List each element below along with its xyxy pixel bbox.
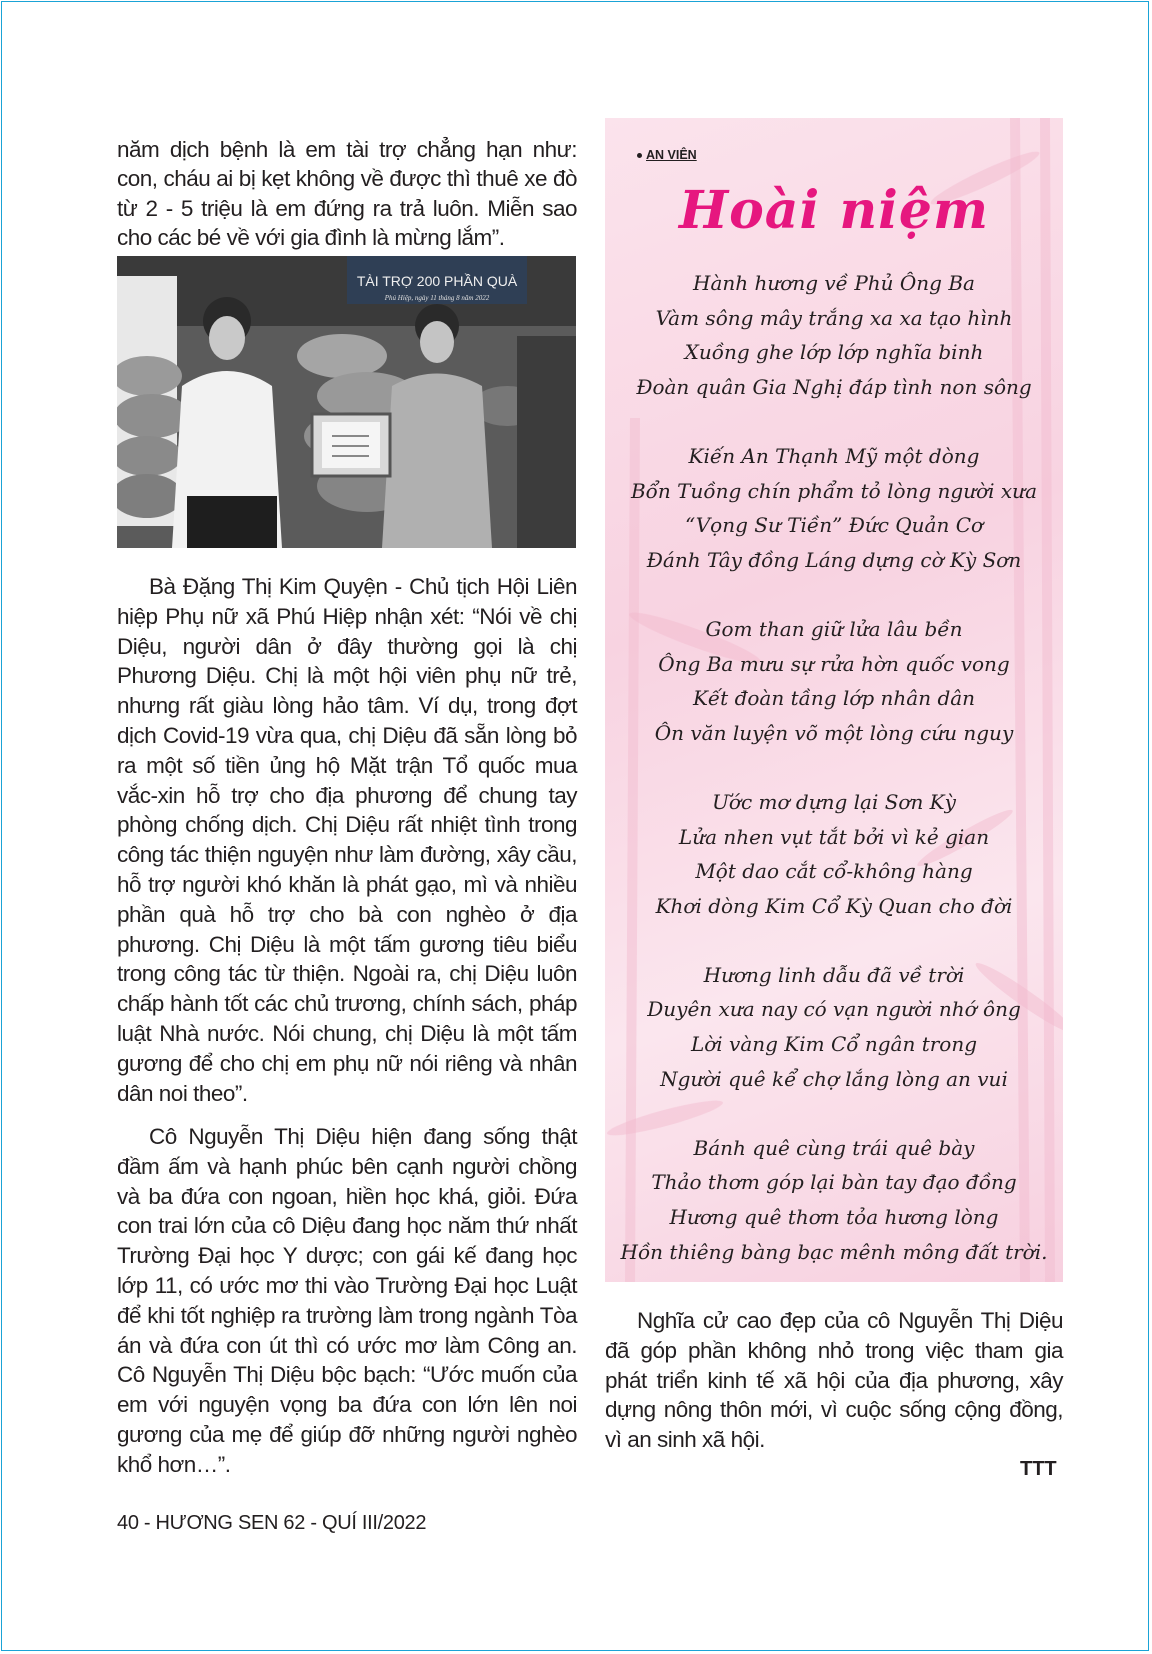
poem-line: Đánh Tây đồng Láng dựng cờ Kỳ Sơn: [646, 547, 1022, 572]
poem-stanza-4: [605, 785, 1063, 923]
poem-line: Duyên xưa nay có vạn người nhớ ông: [647, 997, 1021, 1022]
poem-stanza-5: [605, 958, 1063, 1096]
poem-line: Thảo thơm góp lại bàn tay đạo đồng: [651, 1170, 1017, 1195]
event-photo: [117, 256, 576, 548]
poem-line: Hương linh dẫu đã về trời: [703, 962, 965, 987]
poem-line: Ôn văn luyện võ một lòng cứu nguy: [654, 720, 1014, 745]
poem-stanza-6: [605, 1131, 1063, 1269]
poem-line: “Vọng Sư Tiền” Đức Quản Cơ: [684, 513, 984, 538]
poem-line: Lửa nhen vụt tắt bởi vì kẻ gian: [678, 824, 990, 849]
paragraph-4: Nghĩa cử cao đẹp của cô Nguyễn Thị Diệu đã góp phần không nhỏ trong việc tham gia phát triển kinh tế xã hội của địa phương, xây dựng nông thôn mới, vì cuộc sống cộng đồng, vì an sinh xã hội.: [605, 1308, 1063, 1453]
paragraph-1: năm dịch bệnh là em tài trợ chẳng hạn như: con, cháu ai bị kẹt không về được thì thuê xe đò từ 2 - 5 triệu là em đứng ra trả luôn. Miễn sao cho các bé về với gia đình là mừng lắm”.: [117, 136, 577, 250]
poem-line: Bánh quê cùng trái quê bày: [693, 1135, 975, 1160]
poem-box: [605, 118, 1063, 1282]
banner-date: Phú Hiệp, ngày 11 tháng 8 năm 2022: [384, 294, 490, 302]
poem-line: Xuồng ghe lớp lớp nghĩa binh: [684, 340, 984, 365]
poem-line: Bổn Tuồng chín phẩm tỏ lòng người xưa: [630, 478, 1037, 503]
paragraph-2: Bà Đặng Thị Kim Quyện - Chủ tịch Hội Liên hiệp Phụ nữ xã Phú Hiệp nhận xét: “Nói về chị Diệu, người dân ở đây thường gọi là chị Phương Diệu. Chị là một hội viên phụ nữ trẻ, nhưng rất giàu lòng hảo tâm. Ví dụ, trong đợt dịch Covid-19 vừa qua, chị Diệu đã sẵn lòng bỏ ra một số tiền ủng hộ Mặt trận Tổ quốc mua vắc-xin hỗ trợ cho địa phương để chung tay phòng chống dịch. Chị Diệu rất nhiệt tình trong công tác thiện nguyện như làm đường, xây cầu, hỗ trợ người khó khăn là phát gạo, mì và nhiều phần quà hỗ trợ cho bà con nghèo ở địa phương. Chị Diệu là một tấm gương tiêu biểu trong công tác từ thiện. Ngoài ra, chị Diệu luôn chấp hành tốt các chủ trương, chính sách, pháp luật Nhà nước. Nói chung, chị Diệu là một tấm gương để cho chị em phụ nữ nói riêng và nhân dân noi theo”.: [117, 574, 577, 1106]
poem-body: [605, 266, 1063, 1282]
poem-line: Ước mơ dựng lại Sơn Kỳ: [712, 789, 956, 814]
poem-line: Hành hương về Phủ Ông Ba: [693, 271, 975, 295]
poem-line: Hồn thiêng bàng bạc mênh mông đất trời.: [620, 1239, 1048, 1264]
bullet-icon: [637, 153, 642, 158]
poem-line: Kết đoàn tầng lớp nhân dân: [692, 686, 976, 711]
poem-line: Gom than giữ lửa lâu bền: [705, 616, 963, 641]
poem-line: Lời vàng Kim Cổ ngân trong: [690, 1032, 978, 1057]
author-signature: TTT: [1020, 1458, 1057, 1480]
poem-stanza-2: [605, 439, 1063, 577]
poem-stanza-1: [605, 266, 1063, 404]
poem-line: Hương quê thơm tỏa hương lòng: [669, 1205, 999, 1230]
poem-line: Vàm sông mây trắng xa xa tạo hình: [655, 305, 1013, 330]
poem-line: Kiến An Thạnh Mỹ một dòng: [688, 443, 980, 468]
banner-text: TÀI TRỢ 200 PHẦN QUÀ: [356, 273, 518, 289]
poem-line: Ông Ba mưu sự rửa hờn quốc vong: [658, 651, 1010, 676]
poem-stanza-3: [605, 612, 1063, 750]
poem-title: Hoài niệm: [678, 180, 990, 241]
poem-line: Khơi dòng Kim Cổ Kỳ Quan cho đời: [655, 893, 1013, 918]
paragraph-3: Cô Nguyễn Thị Diệu hiện đang sống thật đầm ấm và hạnh phúc bên cạnh người chồng và ba đứa con ngoan, hiền học khá, giỏi. Đứa con trai lớn của cô Diệu đang học năm thứ nhất Trường Đại học Y dược; con gái kế đang học lớp 11, có ước mơ thi vào Trường Đại học Luật để khi tốt nghiệp ra trường làm trong ngành Tòa án và đứa con út thì có ước mơ làm Công an. Cô Nguyễn Thị Diệu bộc bạch: “Ước muốn của em với nguyện vọng ba đứa con lớn lên noi gương của mẹ để giúp đỡ những người nghèo khổ hơn…”.: [117, 1124, 577, 1477]
page-footer: 40 - HƯƠNG SEN 62 - QUÍ III/2022: [117, 1512, 427, 1534]
poem-line: Người quê kể chợ lắng lòng an vui: [660, 1066, 1008, 1091]
poem-author: AN VIÊN: [637, 148, 697, 162]
poem-line: Đoàn quân Gia Nghị đáp tình non sông: [636, 374, 1032, 399]
poem-line: Một dao cắt cổ-không hàng: [695, 859, 973, 884]
